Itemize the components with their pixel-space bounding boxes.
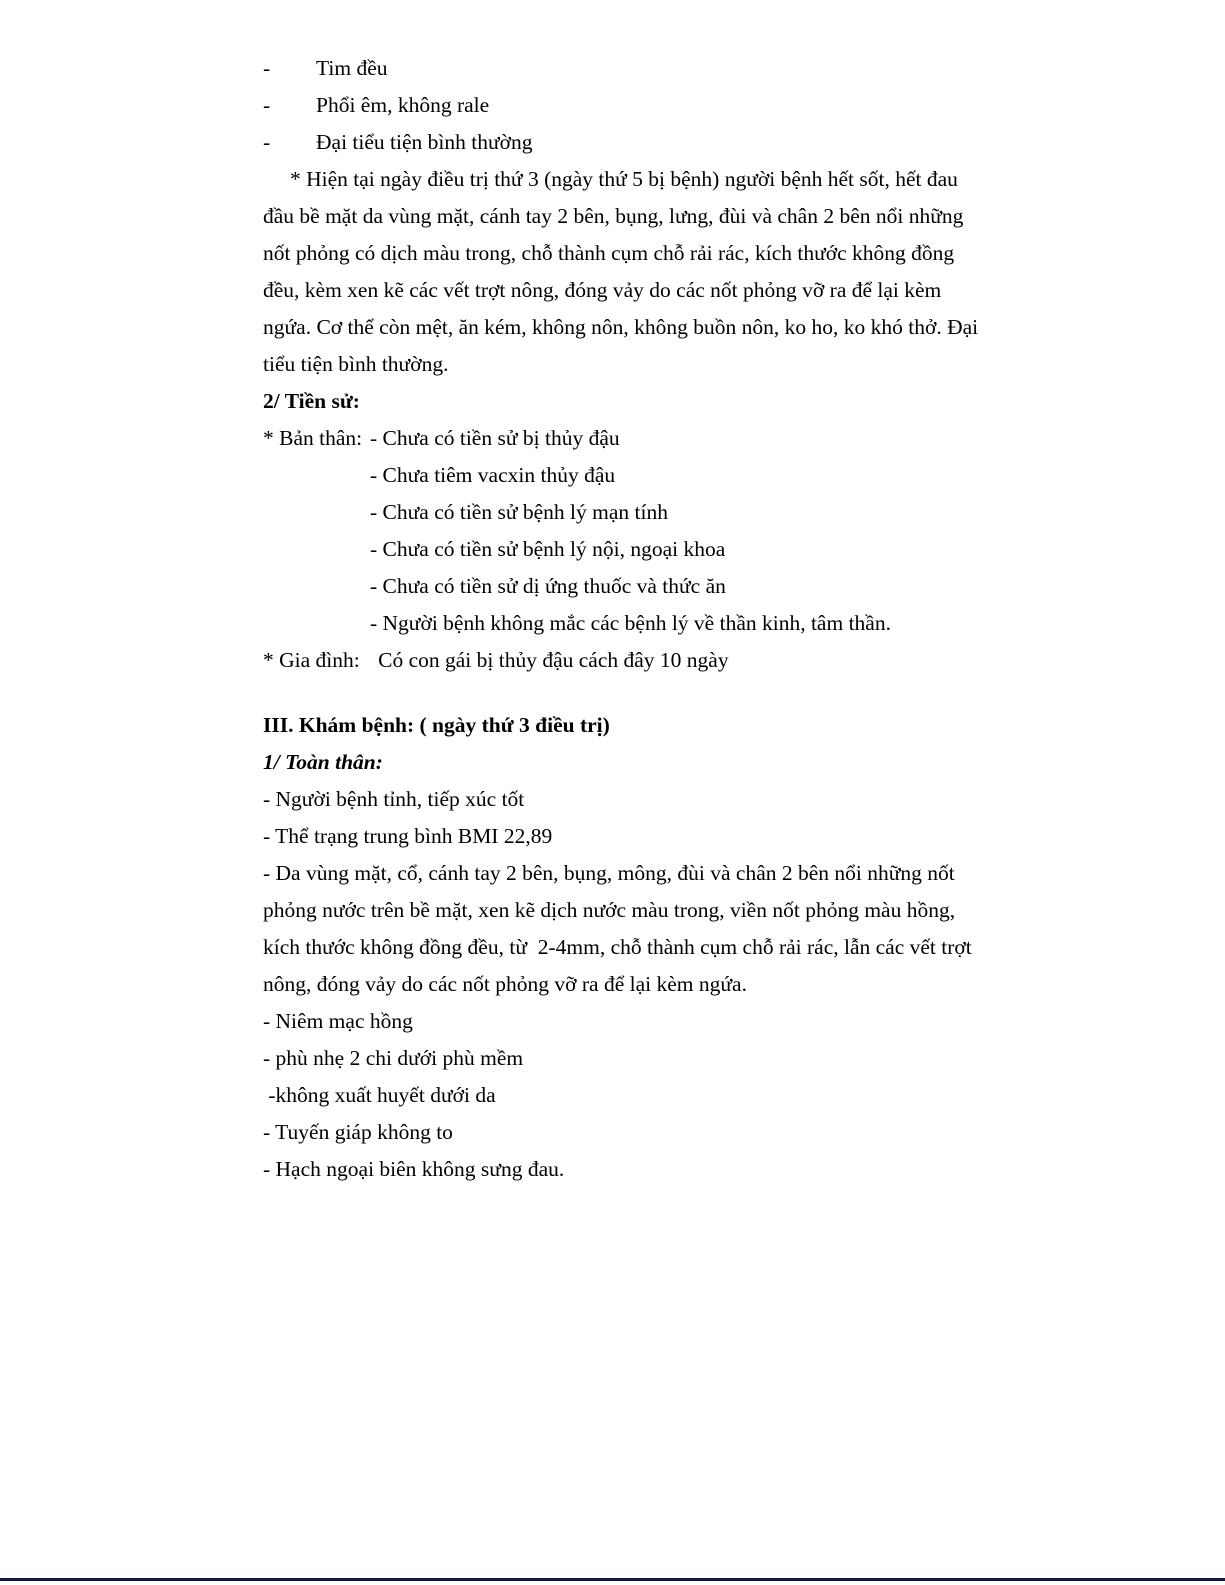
personal-history-item: - Chưa tiêm vacxin thủy đậu (370, 463, 616, 487)
bullet-dash: - (263, 93, 271, 117)
personal-history-item: - Chưa có tiền sử bệnh lý mạn tính (370, 500, 668, 524)
exam-finding: - Da vùng mặt, cổ, cánh tay 2 bên, bụng, mông, đùi và chân 2 bên nổi những nốt phỏng nước trên bề mặt, xen kẽ dịch nước màu trong, viền nốt phỏng màu hồng, kích thước không đồng đều, từ 2-4mm, chỗ thành cụm chỗ rải rác, lẫn các vết trợt nông, đóng vảy do các nốt phỏng vỡ ra để lại kèm ngứa. (263, 861, 978, 996)
exam-finding: - Tuyến giáp không to (263, 1120, 453, 1144)
family-history-text: Có con gái bị thủy đậu cách đây 10 ngày (372, 648, 729, 672)
personal-history-items (263, 420, 983, 642)
exam-finding: - Niêm mạc hồng (263, 1009, 413, 1033)
vitals-bullet-item (263, 50, 983, 87)
family-history-line (263, 642, 983, 679)
exam-heading: III. Khám bệnh: ( ngày thứ 3 điều trị) (263, 713, 610, 737)
bullet-dash: - (263, 56, 271, 80)
exam-finding: - phù nhẹ 2 chi dưới phù mềm (263, 1046, 524, 1070)
exam-findings (263, 781, 983, 1188)
family-history-label: * Gia đình: (263, 648, 360, 672)
exam-subheading: 1/ Toàn thân: (263, 750, 383, 774)
personal-history-item: - Người bệnh không mắc các bệnh lý về thần kinh, tâm thần. (370, 611, 891, 635)
document-content (263, 50, 983, 1188)
history-heading: 2/ Tiền sử: (263, 389, 360, 413)
bullet-dash: - (263, 130, 271, 154)
current-status-paragraph: * Hiện tại ngày điều trị thứ 3 (ngày thứ 5 bị bệnh) người bệnh hết sốt, hết đau đầu bề mặt da vùng mặt, cánh tay 2 bên, bụng, lưng, đùi và chân 2 bên nổi những nốt phỏng có dịch màu trong, chỗ thành cụm chỗ rải rác, kích thước không đồng đều, kèm xen kẽ các vết trợt nông, đóng vảy do các nốt phỏng vỡ ra để lại kèm ngứa. Cơ thể còn mệt, ăn kém, không nôn, không buồn nôn, ko ho, ko khó thở. Đại tiểu tiện bình thường. (263, 167, 984, 376)
page-bottom-edge (0, 1578, 1225, 1581)
vitals-bullet-item (263, 87, 983, 124)
vitals-bullet-text: Tim đều (316, 56, 388, 80)
exam-finding: - Người bệnh tỉnh, tiếp xúc tốt (263, 787, 525, 811)
personal-history-item: - Chưa có tiền sử dị ứng thuốc và thức ăn (370, 574, 726, 598)
exam-finding: -không xuất huyết dưới da (263, 1083, 496, 1107)
personal-history-label: * Bản thân: (263, 426, 363, 450)
personal-history-item: - Chưa có tiền sử bị thủy đậu (370, 426, 620, 450)
exam-finding: - Hạch ngoại biên không sưng đau. (263, 1157, 565, 1181)
personal-history-block (263, 420, 983, 642)
vitals-bullet-text: Đại tiểu tiện bình thường (316, 130, 533, 154)
exam-finding: - Thể trạng trung bình BMI 22,89 (263, 824, 553, 848)
personal-history-item: - Chưa có tiền sử bệnh lý nội, ngoại khoa (370, 537, 726, 561)
vitals-bullet-item (263, 124, 983, 161)
vitals-bullet-text: Phổi êm, không rale (316, 93, 490, 117)
